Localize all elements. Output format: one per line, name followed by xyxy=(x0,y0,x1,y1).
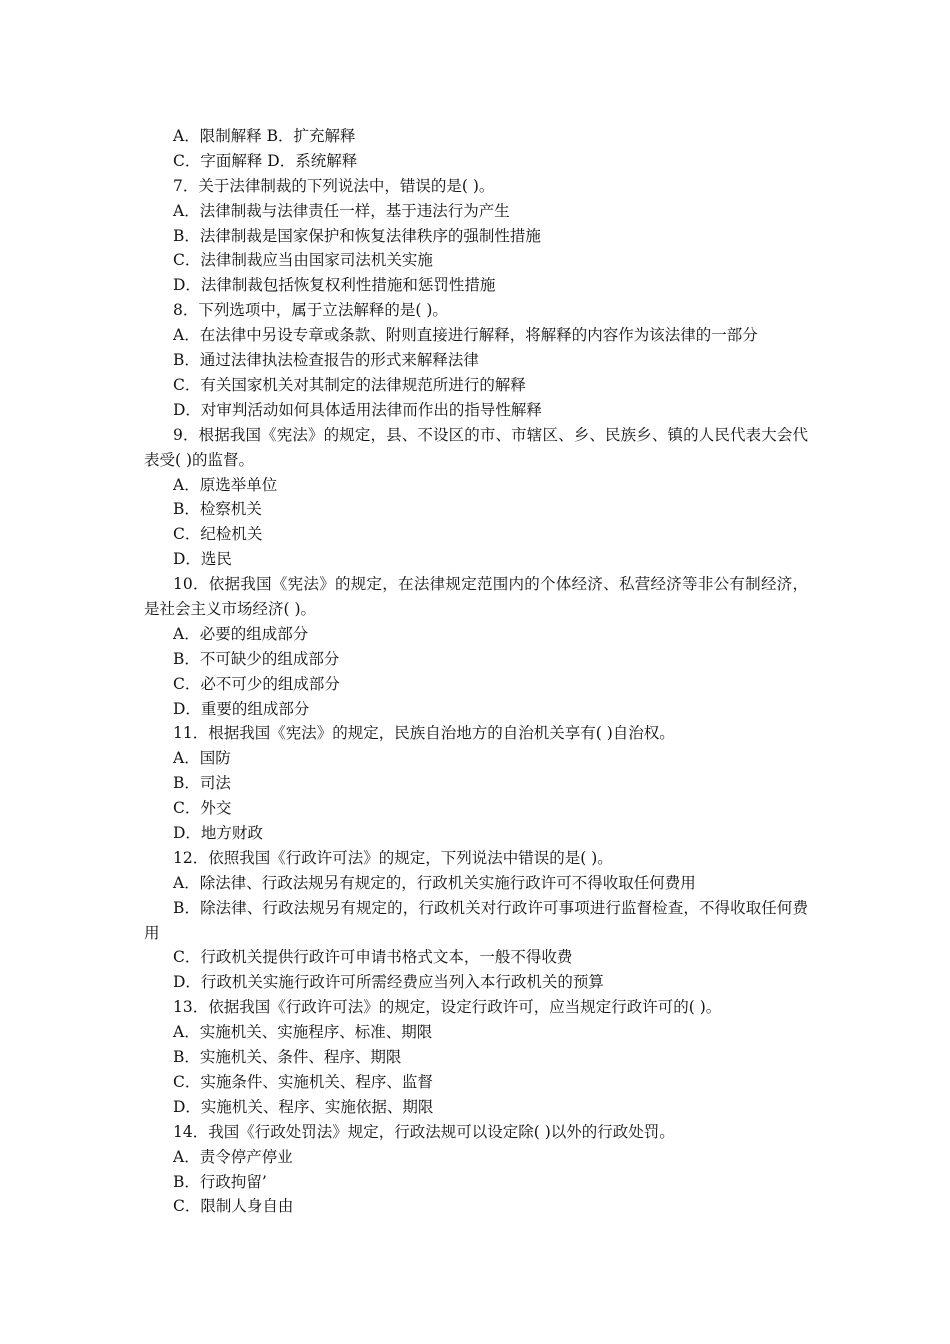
option-b: B．实施机关、条件、程序、期限 xyxy=(173,1048,402,1067)
question-10: 10．依据我国《宪法》的规定，在法律规定范围内的个体经济、私营经济等非公有制经济，是社会主义市场经济( )。 xyxy=(144,575,808,618)
option-c: C．纪检机关 xyxy=(173,525,263,544)
document-body xyxy=(144,124,808,1219)
option-c: C．实施条件、实施机关、程序、监督 xyxy=(173,1072,433,1091)
option-a: A．原选举单位 xyxy=(173,475,278,494)
option-c: C．必不可少的组成部分 xyxy=(173,674,340,693)
option-c: C．法律制裁应当由国家司法机关实施 xyxy=(173,251,433,270)
question-9: 9．根据我国《宪法》的规定，县、不设区的市、市辖区、乡、民族乡、镇的人民代表大会代表受( )的监督。 xyxy=(144,425,808,469)
text-line: C．字面解释 D．系统解释 xyxy=(173,151,358,170)
option-d: D．重要的组成部分 xyxy=(173,699,310,718)
question-7: 7．关于法律制裁的下列说法中，错误的是( )。 xyxy=(173,176,495,195)
option-d: D．行政机关实施行政许可所需经费应当列入本行政机关的预算 xyxy=(173,973,604,992)
text-line: A．限制解释 B．扩充解释 xyxy=(173,127,356,145)
option-b: B．除法律、行政法规另有规定的，行政机关对行政许可事项进行监督检查，不得收取任何费用 xyxy=(144,898,808,942)
option-a: A．除法律、行政法规另有规定的，行政机关实施行政许可不得收取任何费用 xyxy=(173,873,696,892)
question-14: 14．我国《行政处罚法》规定，行政法规可以设定除( )以外的行政处罚。 xyxy=(173,1122,675,1141)
option-c: C．有关国家机关对其制定的法律规范所进行的解释 xyxy=(173,375,526,394)
question-11: 11．根据我国《宪法》的规定，民族自治地方的自治机关享有( )自治权。 xyxy=(173,724,675,743)
option-a: A．法律制裁与法律责任一样，基于违法行为产生 xyxy=(173,201,510,220)
question-13: 13．依据我国《行政许可法》的规定，设定行政许可，应当规定行政许可的( )。 xyxy=(173,998,722,1017)
option-d: D．地方财政 xyxy=(173,824,263,842)
option-a: A．在法律中另设专章或条款、附则直接进行解释，将解释的内容作为该法律的一部分 xyxy=(173,326,758,345)
option-b: B．检察机关 xyxy=(173,500,262,519)
question-8: 8．下列选项中，属于立法解释的是( )。 xyxy=(173,301,448,320)
option-b: B．行政拘留’ xyxy=(173,1172,267,1191)
option-d: D．实施机关、程序、实施依据、期限 xyxy=(173,1097,434,1116)
option-d: D．选民 xyxy=(173,550,232,569)
option-a: A．实施机关、实施程序、标准、期限 xyxy=(173,1023,433,1042)
option-c: C．外交 xyxy=(173,799,232,818)
option-a: A．责令停产停业 xyxy=(173,1147,293,1166)
question-12: 12．依照我国《行政许可法》的规定，下列说法中错误的是( )。 xyxy=(173,848,613,867)
option-d: D．对审判活动如何具体适用法律而作出的指导性解释 xyxy=(173,400,542,419)
option-b: B．不可缺少的组成部分 xyxy=(173,649,340,668)
option-a: A．国防 xyxy=(173,749,231,768)
option-d: D．法律制裁包括恢复权利性措施和惩罚性措施 xyxy=(173,276,496,295)
option-c: C．行政机关提供行政许可申请书格式文本，一般不得收费 xyxy=(173,948,573,967)
option-b: B．法律制裁是国家保护和恢复法律秩序的强制性措施 xyxy=(173,226,541,245)
option-b: B．通过法律执法检查报告的形式来解释法律 xyxy=(173,351,479,370)
option-c: C．限制人身自由 xyxy=(173,1197,294,1216)
option-a: A．必要的组成部分 xyxy=(173,624,309,643)
option-b: B．司法 xyxy=(173,774,231,793)
